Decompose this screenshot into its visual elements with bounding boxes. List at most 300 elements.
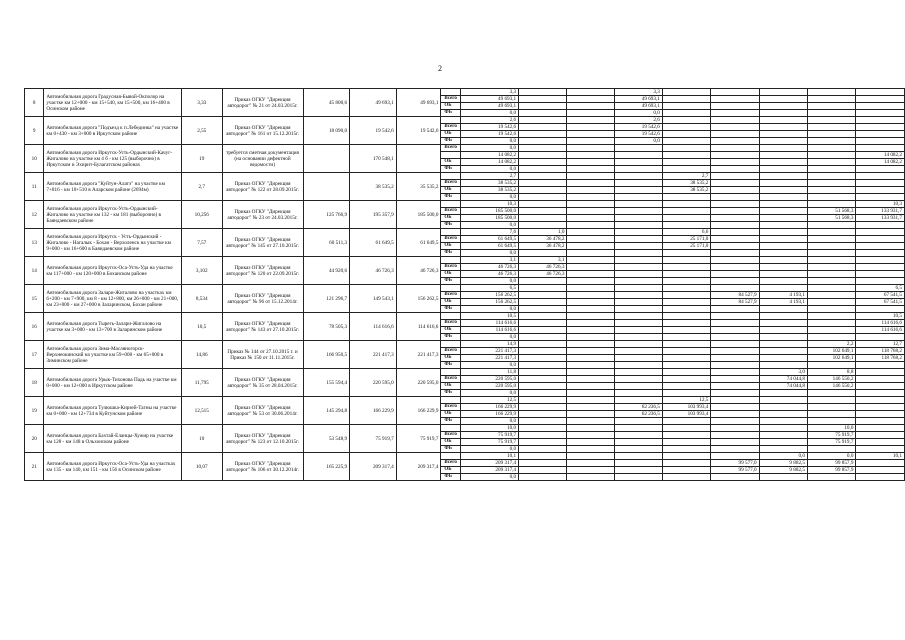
- row-number: 18: [25, 369, 44, 397]
- estimate-cost: [303, 173, 350, 201]
- funding-label: ОБ: [441, 243, 461, 250]
- funding-label: [441, 341, 461, 348]
- value-cell: [856, 257, 905, 264]
- value-cell: 84 527,9: [711, 292, 759, 299]
- value-cell: 0,0: [461, 306, 519, 313]
- value-cell: 75 919,7: [807, 432, 855, 439]
- value-cell: [614, 446, 662, 453]
- funding-label: ФБ: [441, 222, 461, 229]
- value-cell: [807, 271, 855, 278]
- value-cell: 99 857,9: [807, 467, 855, 474]
- value-cell: [519, 124, 567, 131]
- value-cell: [711, 278, 759, 285]
- current-cost: 149 543,1: [350, 285, 397, 313]
- road-length: 12,515: [181, 397, 222, 425]
- funding-label: ОБ: [441, 187, 461, 194]
- value-cell: [567, 432, 614, 439]
- value-cell: [567, 180, 614, 187]
- value-cell: [567, 117, 614, 124]
- funding-label: Всего: [441, 460, 461, 467]
- value-cell: [519, 313, 567, 320]
- road-length: 8,534: [181, 285, 222, 313]
- funding-label: ФБ: [441, 362, 461, 369]
- value-cell: 166 229,9: [461, 411, 519, 418]
- value-cell: [807, 110, 855, 117]
- value-cell: [711, 117, 759, 124]
- value-cell: [662, 327, 710, 334]
- value-cell: [759, 425, 807, 432]
- value-cell: 74 044,8: [759, 376, 807, 383]
- funding-label: Всего: [441, 404, 461, 411]
- basis-document: Приказ № 144 от 27.10.2015 г. и Приказ № 150 от 11.11.2015г.: [222, 341, 303, 369]
- value-cell: [519, 201, 567, 208]
- value-cell: 0,0: [461, 446, 519, 453]
- current-cost: 170 548,1: [350, 145, 397, 173]
- value-cell: [519, 187, 567, 194]
- estimate-cost: 53 548,9: [303, 425, 350, 453]
- road-length: 10,07: [181, 453, 222, 481]
- value-cell: [759, 159, 807, 166]
- value-cell: 99 577,0: [711, 460, 759, 467]
- value-cell: [614, 425, 662, 432]
- estimate-cost: 44 920,6: [303, 257, 350, 285]
- value-cell: [807, 152, 855, 159]
- value-cell: [711, 425, 759, 432]
- value-cell: [759, 432, 807, 439]
- value-cell: 62 236,5: [614, 404, 662, 411]
- table-row: [25, 89, 905, 96]
- value-cell: [519, 89, 567, 96]
- value-cell: [759, 229, 807, 236]
- value-cell: 4 193,1: [759, 299, 807, 306]
- funding-label: [441, 117, 461, 124]
- value-cell: [567, 425, 614, 432]
- value-cell: [614, 474, 662, 481]
- value-cell: [567, 418, 614, 425]
- value-cell: [567, 187, 614, 194]
- estimate-cost: [303, 145, 350, 173]
- value-cell: [856, 432, 905, 439]
- value-cell: [662, 383, 710, 390]
- value-cell: [614, 145, 662, 152]
- value-cell: [711, 418, 759, 425]
- value-cell: [759, 334, 807, 341]
- basis-document: Приказ ОГКУ "Дирекция автодорог" № 161 от 15.12.2015г.: [222, 117, 303, 145]
- value-cell: [856, 264, 905, 271]
- value-cell: [519, 404, 567, 411]
- value-cell: [711, 201, 759, 208]
- value-cell: [662, 446, 710, 453]
- road-length: 3,102: [181, 257, 222, 285]
- value-cell: 10,1: [856, 453, 905, 460]
- value-cell: [614, 236, 662, 243]
- funding-label: ОБ: [441, 439, 461, 446]
- value-cell: [519, 110, 567, 117]
- value-cell: [662, 474, 710, 481]
- funding-label: [441, 201, 461, 208]
- value-cell: [711, 89, 759, 96]
- basis-document: Приказ ОГКУ "Дирекция автодорог" № 143 от 27.10.2015г.: [222, 313, 303, 341]
- funding-label: ФБ: [441, 446, 461, 453]
- value-cell: [856, 124, 905, 131]
- value-cell: [662, 376, 710, 383]
- value-cell: [662, 96, 710, 103]
- funding-label: ФБ: [441, 334, 461, 341]
- value-cell: [856, 334, 905, 341]
- value-cell: 3,1: [461, 257, 519, 264]
- value-cell: 0,0: [461, 138, 519, 145]
- value-cell: [662, 264, 710, 271]
- value-cell: [662, 89, 710, 96]
- value-cell: [711, 257, 759, 264]
- estimate-cost: 166 950,5: [303, 341, 350, 369]
- table-row: [25, 369, 905, 376]
- value-cell: [856, 278, 905, 285]
- value-cell: [614, 327, 662, 334]
- basis-document: Приказ ОГКУ "Дирекция автодорог" № 96 от 15.12.2014г.: [222, 285, 303, 313]
- value-cell: [807, 96, 855, 103]
- value-cell: [807, 306, 855, 313]
- value-cell: [759, 145, 807, 152]
- table-row: [25, 453, 905, 460]
- value-cell: [614, 369, 662, 376]
- value-cell: 38 535,2: [461, 180, 519, 187]
- road-length: 2,7: [181, 173, 222, 201]
- value-cell: [711, 313, 759, 320]
- value-cell: 0,0: [461, 362, 519, 369]
- value-cell: [567, 355, 614, 362]
- value-cell: [759, 194, 807, 201]
- value-cell: [614, 152, 662, 159]
- value-cell: [759, 362, 807, 369]
- value-cell: 2,6: [614, 117, 662, 124]
- table-row: [25, 173, 905, 180]
- value-cell: [519, 411, 567, 418]
- current-cost: 46 726,3: [350, 257, 397, 285]
- value-cell: [519, 103, 567, 110]
- value-cell: [807, 180, 855, 187]
- value-cell: 19 542,6: [614, 131, 662, 138]
- value-cell: [519, 474, 567, 481]
- value-cell: 61 649,5: [461, 243, 519, 250]
- funding-label: ФБ: [441, 250, 461, 257]
- value-cell: 49 693,1: [461, 103, 519, 110]
- value-cell: 49 693,1: [614, 103, 662, 110]
- value-cell: [856, 180, 905, 187]
- value-cell: 46 726,3: [461, 264, 519, 271]
- value-cell: 36 478,2: [519, 243, 567, 250]
- value-cell: 12,5: [662, 397, 710, 404]
- current-cost: 209 317,4: [350, 453, 397, 481]
- value-cell: [711, 243, 759, 250]
- value-cell: [711, 348, 759, 355]
- value-cell: [662, 222, 710, 229]
- value-cell: [614, 250, 662, 257]
- value-cell: [614, 355, 662, 362]
- value-cell: 2,6: [461, 117, 519, 124]
- road-length: 19: [181, 145, 222, 173]
- value-cell: 0,0: [461, 334, 519, 341]
- value-cell: [807, 278, 855, 285]
- value-cell: 75 919,7: [807, 439, 855, 446]
- current-cost: 49 693,1: [350, 89, 397, 117]
- value-cell: [567, 236, 614, 243]
- value-cell: 4 193,1: [759, 292, 807, 299]
- value-cell: [807, 236, 855, 243]
- value-cell: [759, 411, 807, 418]
- table-row: [25, 117, 905, 124]
- value-cell: [614, 313, 662, 320]
- table-row: [25, 145, 905, 152]
- row-number: 21: [25, 453, 44, 481]
- value-cell: [567, 383, 614, 390]
- table-row: [25, 229, 905, 236]
- value-cell: [807, 243, 855, 250]
- value-cell: [614, 348, 662, 355]
- estimate-cost: 78 505,3: [303, 313, 350, 341]
- value-cell: [711, 96, 759, 103]
- funding-label: ФБ: [441, 138, 461, 145]
- value-cell: [711, 236, 759, 243]
- value-cell: [807, 334, 855, 341]
- value-cell: 38 535,2: [662, 187, 710, 194]
- value-cell: [711, 194, 759, 201]
- value-cell: [662, 390, 710, 397]
- value-cell: [856, 89, 905, 96]
- value-cell: [519, 432, 567, 439]
- value-cell: [567, 103, 614, 110]
- value-cell: 102 649,1: [807, 355, 855, 362]
- funding-label: Всего: [441, 292, 461, 299]
- table-row: [25, 397, 905, 404]
- value-cell: [711, 446, 759, 453]
- value-cell: [614, 159, 662, 166]
- value-cell: [519, 138, 567, 145]
- limit-cost: 156 262,5: [396, 285, 441, 313]
- value-cell: [567, 138, 614, 145]
- road-length: 3,33: [181, 89, 222, 117]
- value-cell: 2,2: [807, 341, 855, 348]
- value-cell: [567, 89, 614, 96]
- value-cell: [711, 327, 759, 334]
- value-cell: [856, 103, 905, 110]
- value-cell: [614, 376, 662, 383]
- value-cell: [711, 439, 759, 446]
- road-name: Автомобильная дорога "Подъезд к п.Лебединка" на участке км 0+430 - км 3+000 в Иркутском районе: [44, 117, 182, 145]
- row-number: 15: [25, 285, 44, 313]
- value-cell: [711, 362, 759, 369]
- value-cell: [519, 208, 567, 215]
- value-cell: [711, 173, 759, 180]
- value-cell: [614, 383, 662, 390]
- value-cell: [711, 432, 759, 439]
- row-number: 10: [25, 145, 44, 173]
- funding-label: Всего: [441, 432, 461, 439]
- value-cell: 3,1: [519, 257, 567, 264]
- value-cell: [567, 271, 614, 278]
- value-cell: 49 693,1: [461, 96, 519, 103]
- value-cell: [519, 467, 567, 474]
- value-cell: 6,5: [461, 285, 519, 292]
- value-cell: [519, 439, 567, 446]
- value-cell: [807, 131, 855, 138]
- table-row: [25, 257, 905, 264]
- funding-label: ОБ: [441, 103, 461, 110]
- value-cell: [856, 390, 905, 397]
- value-cell: 114 616,6: [856, 327, 905, 334]
- value-cell: [519, 369, 567, 376]
- value-cell: 114 616,6: [856, 320, 905, 327]
- limit-cost: 166 229,9: [396, 397, 441, 425]
- value-cell: [519, 222, 567, 229]
- value-cell: [519, 397, 567, 404]
- funding-label: ФБ: [441, 110, 461, 117]
- value-cell: [662, 103, 710, 110]
- value-cell: [662, 138, 710, 145]
- value-cell: [519, 180, 567, 187]
- value-cell: 0,0: [461, 194, 519, 201]
- value-cell: [519, 453, 567, 460]
- value-cell: 12,5: [461, 397, 519, 404]
- value-cell: [807, 145, 855, 152]
- value-cell: [711, 271, 759, 278]
- value-cell: [567, 194, 614, 201]
- value-cell: [519, 278, 567, 285]
- funding-label: [441, 229, 461, 236]
- value-cell: [807, 229, 855, 236]
- value-cell: [711, 453, 759, 460]
- funding-label: Всего: [441, 96, 461, 103]
- estimate-cost: 18 090,0: [303, 117, 350, 145]
- value-cell: 103 993,4: [662, 404, 710, 411]
- value-cell: [662, 418, 710, 425]
- value-cell: [662, 348, 710, 355]
- value-cell: [567, 446, 614, 453]
- value-cell: [759, 138, 807, 145]
- road-name: Автомобильная дорога Иркутск-Усть-Ордынский-Качуг-Жигалово на участке км 4 б - км 125 (выборочно) в Иркутском и Эхирит-Булагатском районах: [44, 145, 182, 173]
- value-cell: [856, 243, 905, 250]
- value-cell: [519, 425, 567, 432]
- value-cell: [614, 271, 662, 278]
- value-cell: [614, 229, 662, 236]
- value-cell: [519, 194, 567, 201]
- estimate-cost: 165 225,9: [303, 453, 350, 481]
- value-cell: [856, 271, 905, 278]
- funding-label: ОБ: [441, 327, 461, 334]
- value-cell: 14 082,2: [856, 159, 905, 166]
- funding-label: Всего: [441, 208, 461, 215]
- value-cell: 166 229,9: [461, 404, 519, 411]
- value-cell: 0,0: [461, 250, 519, 257]
- value-cell: [662, 159, 710, 166]
- value-cell: [662, 369, 710, 376]
- value-cell: [614, 432, 662, 439]
- estimate-cost: 155 594,4: [303, 369, 350, 397]
- value-cell: [759, 131, 807, 138]
- road-name: Автомобильная дорога Иркутск - Усть-Ордынский - Жигалово - Нагалык - Бохан - Верхоленск на участке км 9+000 - км 16+600 в Баяндаевском районе: [44, 229, 182, 257]
- value-cell: [567, 243, 614, 250]
- value-cell: 25 171,0: [662, 243, 710, 250]
- value-cell: [759, 110, 807, 117]
- value-cell: [662, 250, 710, 257]
- basis-document: Приказ ОГКУ "Дирекция автодорог" № 123 от 12.10.2015г.: [222, 425, 303, 453]
- value-cell: [711, 145, 759, 152]
- road-name: Автомобильная дорога Залари-Жигалово на участках км 6+200 - км 7+900, км 8 - км 12+800, км 26+000 - км 21+000, км 23+000 - км 27+000 в Заларинском, Бохан районе: [44, 285, 182, 313]
- value-cell: [519, 306, 567, 313]
- value-cell: [662, 313, 710, 320]
- value-cell: 8,8: [807, 369, 855, 376]
- value-cell: [759, 208, 807, 215]
- value-cell: [711, 124, 759, 131]
- value-cell: [614, 264, 662, 271]
- budget-table: [24, 88, 905, 481]
- value-cell: [519, 117, 567, 124]
- funding-label: Всего: [441, 236, 461, 243]
- value-cell: 19 542,6: [461, 124, 519, 131]
- current-cost: 38 535,2: [350, 173, 397, 201]
- value-cell: [856, 250, 905, 257]
- value-cell: 0,0: [461, 145, 519, 152]
- value-cell: 10,0: [807, 425, 855, 432]
- value-cell: [662, 432, 710, 439]
- value-cell: [856, 383, 905, 390]
- value-cell: [662, 306, 710, 313]
- value-cell: [614, 362, 662, 369]
- value-cell: [567, 348, 614, 355]
- value-cell: [567, 124, 614, 131]
- value-cell: [567, 292, 614, 299]
- value-cell: [567, 278, 614, 285]
- value-cell: [519, 152, 567, 159]
- value-cell: [759, 257, 807, 264]
- row-number: 14: [25, 257, 44, 285]
- value-cell: [614, 390, 662, 397]
- table-body: [25, 89, 905, 481]
- value-cell: 38 535,2: [662, 180, 710, 187]
- value-cell: 14,9: [461, 341, 519, 348]
- value-cell: [856, 96, 905, 103]
- value-cell: 67 541,5: [856, 292, 905, 299]
- value-cell: 0,0: [614, 110, 662, 117]
- value-cell: [807, 292, 855, 299]
- value-cell: [807, 285, 855, 292]
- table-row: [25, 425, 905, 432]
- limit-cost: 35 535,2: [396, 173, 441, 201]
- value-cell: [567, 439, 614, 446]
- value-cell: [567, 376, 614, 383]
- value-cell: [519, 159, 567, 166]
- table-row: [25, 341, 905, 348]
- basis-document: требуется сметная документация (на основании дефектной ведомости): [222, 145, 303, 173]
- value-cell: [759, 243, 807, 250]
- value-cell: [567, 306, 614, 313]
- value-cell: [662, 355, 710, 362]
- value-cell: [614, 320, 662, 327]
- estimate-cost: 121 296,7: [303, 285, 350, 313]
- value-cell: 46 726,3: [461, 271, 519, 278]
- value-cell: [856, 187, 905, 194]
- funding-label: Всего: [441, 180, 461, 187]
- row-number: 20: [25, 425, 44, 453]
- road-name: Автомобильная дорога Зима-Масляногорск-Верхнеокинский на участке км 59+000 - км 65+000 в Зиминском районе: [44, 341, 182, 369]
- value-cell: [807, 250, 855, 257]
- value-cell: [711, 222, 759, 229]
- value-cell: [856, 229, 905, 236]
- funding-label: Всего: [441, 348, 461, 355]
- value-cell: [807, 117, 855, 124]
- value-cell: [614, 418, 662, 425]
- value-cell: [807, 474, 855, 481]
